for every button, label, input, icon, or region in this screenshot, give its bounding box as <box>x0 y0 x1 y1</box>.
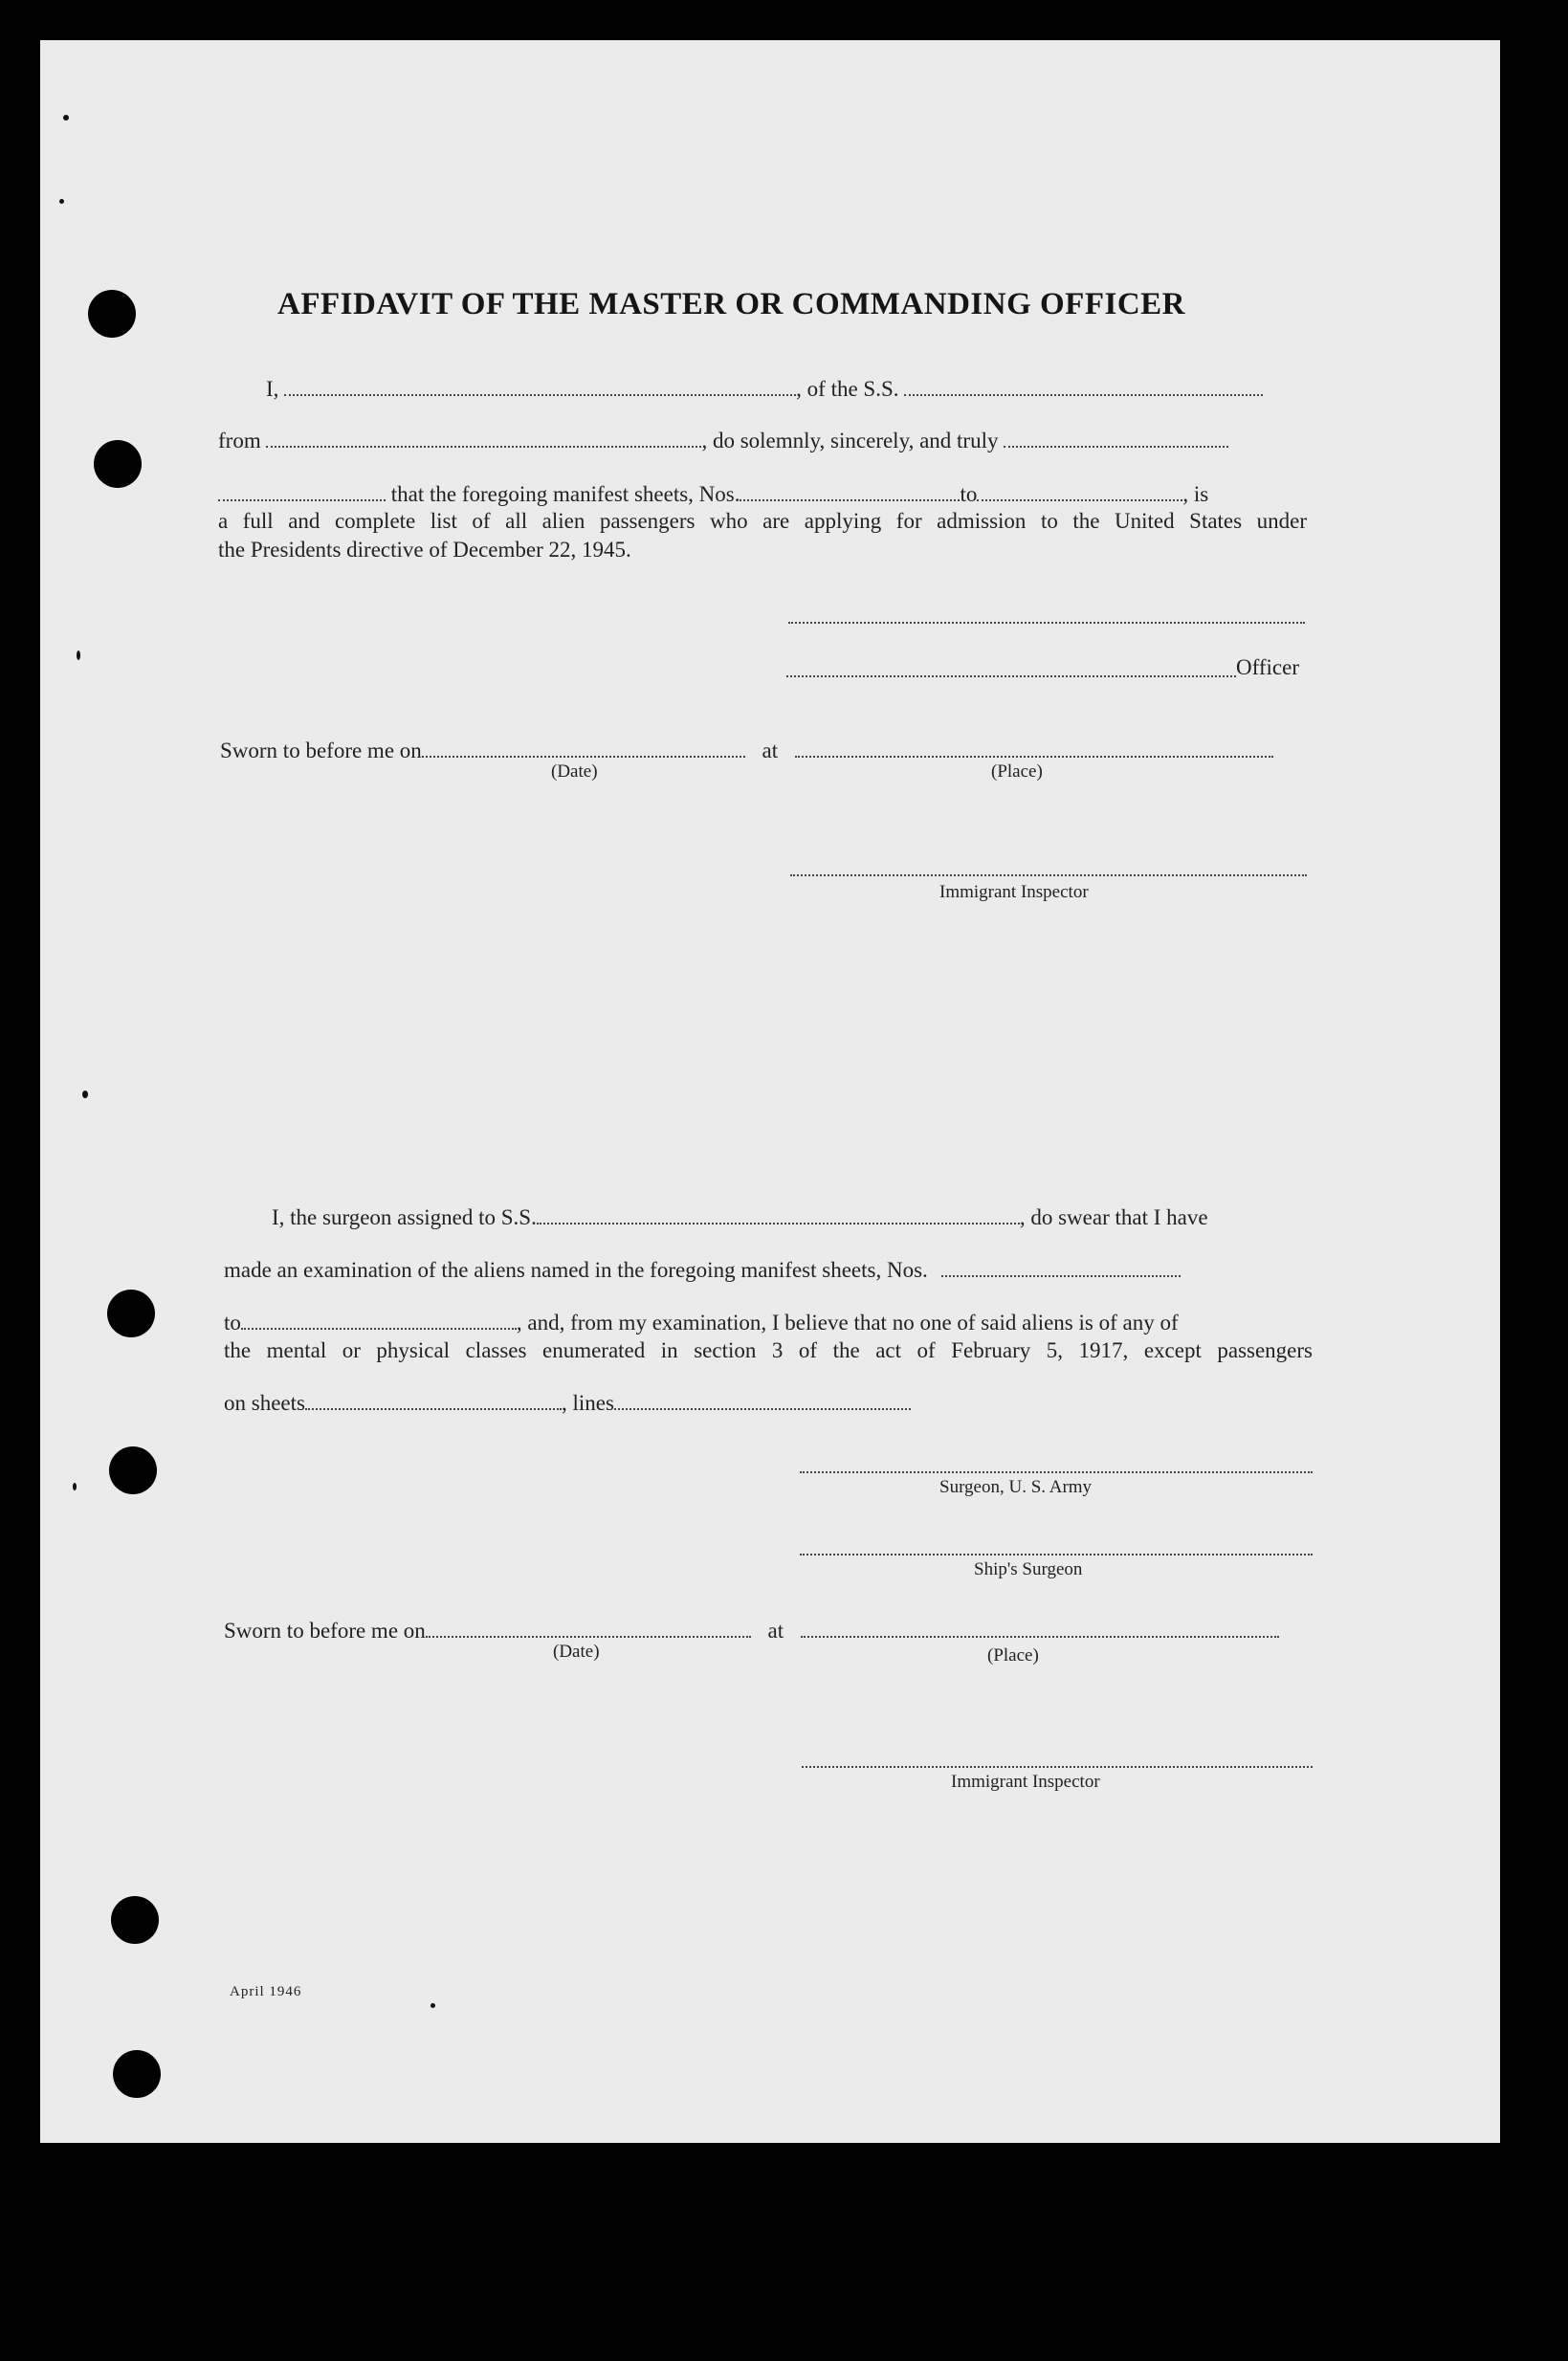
master-oath-word-field[interactable] <box>218 480 386 501</box>
surgeon-text-sworn: Sworn to before me on <box>224 1619 426 1643</box>
army-surgeon-caption: Surgeon, U. S. Army <box>939 1477 1093 1497</box>
master-line-2 <box>218 427 1228 454</box>
surgeon-text-at: at <box>767 1619 784 1643</box>
surgeon-text-examination: made an examination of the aliens named in the foregoing manifest sheets, Nos. <box>224 1258 928 1282</box>
master-nos-from-field[interactable] <box>740 480 960 501</box>
master-line-3 <box>218 480 1208 508</box>
surgeon-ship-field[interactable] <box>537 1203 1020 1225</box>
speck <box>82 1091 88 1098</box>
master-line-4: a full and complete list of all alien passengers who are applying for admission to the United States under <box>218 509 1307 533</box>
form-date-footer: April 1946 <box>230 1984 302 1999</box>
surgeon-date-caption: (Date) <box>553 1642 600 1662</box>
surgeon-sworn-date-field[interactable] <box>426 1617 751 1638</box>
master-text-manifest: that the foregoing manifest sheets, Nos. <box>390 482 740 506</box>
master-text-of-ss: , of the S.S. <box>796 377 899 401</box>
army-surgeon-signature-line[interactable] <box>800 1471 1313 1473</box>
speck <box>77 651 80 660</box>
punch-hole <box>109 1446 157 1494</box>
surgeon-text-assigned: I, the surgeon assigned to S.S. <box>272 1205 537 1229</box>
master-name-field[interactable] <box>284 375 796 396</box>
surgeon-sheets-field[interactable] <box>305 1389 562 1410</box>
master-sworn-date-field[interactable] <box>422 737 745 758</box>
surgeon-text-lines: , lines <box>561 1391 614 1415</box>
surgeon-inspector-signature-line[interactable] <box>802 1766 1313 1768</box>
punch-hole <box>88 290 136 338</box>
surgeon-nos-to-field[interactable] <box>241 1309 517 1330</box>
surgeon-text-swear: , do swear that I have <box>1019 1205 1208 1229</box>
master-text-solemnly: , do solemnly, sincerely, and truly <box>701 429 999 452</box>
master-text-at: at <box>762 739 779 762</box>
speck <box>73 1483 77 1490</box>
master-sworn-place-field[interactable] <box>795 737 1273 758</box>
surgeon-line-2 <box>224 1256 1181 1284</box>
master-text-sworn: Sworn to before me on <box>220 739 422 762</box>
surgeon-line-1 <box>272 1203 1208 1231</box>
surgeon-place-caption: (Place) <box>987 1645 1039 1666</box>
ship-surgeon-signature-line[interactable] <box>800 1554 1313 1556</box>
master-oath-field[interactable] <box>1004 427 1228 448</box>
punch-hole <box>111 1896 159 1944</box>
master-inspector-caption: Immigrant Inspector <box>939 882 1089 902</box>
master-nos-to-field[interactable] <box>977 480 1182 501</box>
speck <box>63 115 69 121</box>
master-text-to: to <box>960 482 978 506</box>
master-inspector-signature-line[interactable] <box>790 874 1307 876</box>
form-title: AFFIDAVIT OF THE MASTER OR COMMANDING OFFICER <box>277 287 1185 321</box>
speck <box>431 2003 435 2008</box>
master-text-is: , is <box>1182 482 1209 506</box>
surgeon-nos-from-field[interactable] <box>941 1256 1181 1277</box>
surgeon-text-to: to <box>224 1311 241 1335</box>
surgeon-text-and-from: , and, from my examination, I believe that no one of said aliens is of any of <box>516 1311 1179 1335</box>
surgeon-lines-field[interactable] <box>614 1389 911 1410</box>
surgeon-line-3 <box>224 1309 1179 1336</box>
master-text-i: I, <box>266 377 279 401</box>
master-line-1 <box>266 375 1263 403</box>
punch-hole <box>94 440 142 488</box>
surgeon-sworn-place-field[interactable] <box>801 1617 1279 1638</box>
master-port-field[interactable] <box>266 427 701 448</box>
surgeon-line-4: the mental or physical classes enumerated in section 3 of the act of February 5, 1917, except passengers <box>224 1338 1313 1362</box>
surgeon-inspector-caption: Immigrant Inspector <box>951 1772 1100 1792</box>
master-ship-field[interactable] <box>904 375 1263 396</box>
surgeon-sworn-line <box>224 1617 1279 1644</box>
ship-surgeon-caption: Ship's Surgeon <box>974 1559 1083 1579</box>
master-signature-line-2[interactable] <box>786 675 1236 677</box>
master-line-5: the Presidents directive of December 22, 1945. <box>218 538 631 562</box>
punch-hole <box>113 2050 161 2098</box>
speck <box>59 199 64 204</box>
surgeon-line-5 <box>224 1389 911 1417</box>
punch-hole <box>107 1290 155 1337</box>
officer-label: Officer <box>1236 655 1299 679</box>
form-sheet <box>40 40 1500 2143</box>
surgeon-text-on-sheets: on sheets <box>224 1391 305 1415</box>
master-date-caption: (Date) <box>551 761 598 782</box>
master-place-caption: (Place) <box>991 761 1043 782</box>
master-sworn-line <box>220 737 1273 764</box>
master-signature-line-1[interactable] <box>788 622 1305 624</box>
master-text-from: from <box>218 429 261 452</box>
